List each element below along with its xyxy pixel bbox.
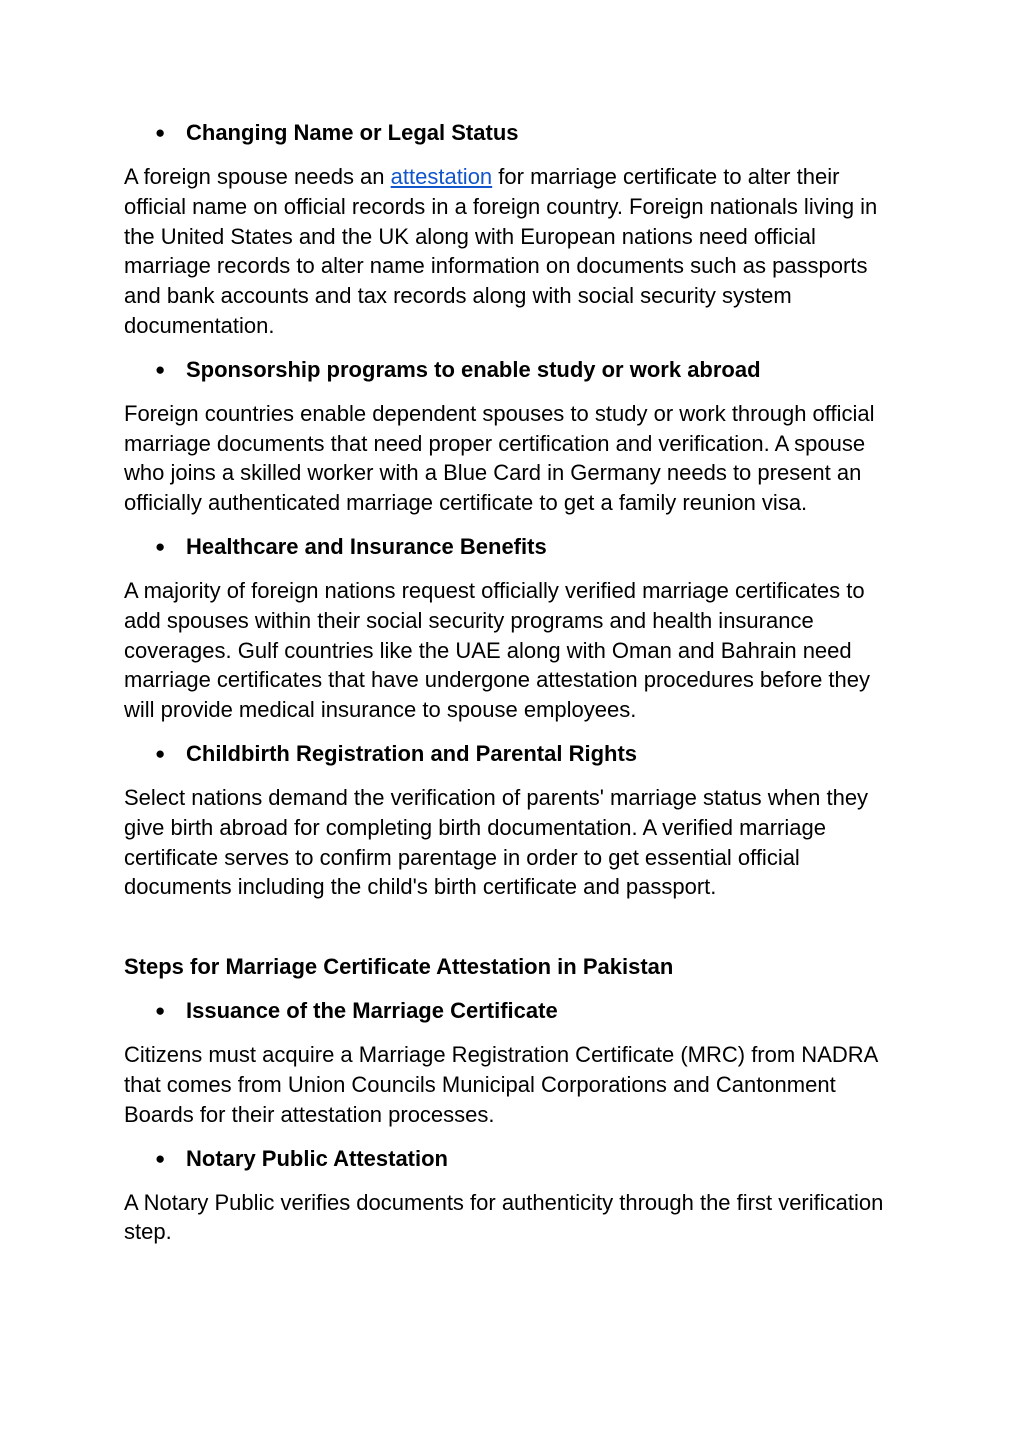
paragraph [124,162,904,341]
bullet-heading [124,355,904,385]
bullet-heading [124,532,904,562]
paragraph: A majority of foreign nations request officially verified marriage certificates to add spouses within their social security programs and health insurance coverages. Gulf countries like the UAE along with Oman and Bahrain need marriage certificates that have undergone attestation procedures before they will provide medical insurance to spouse employees. [124,577,871,723]
paragraph: Foreign countries enable dependent spouses to study or work through official marriage documents that need proper certification and verification. A spouse who joins a skilled worker with a Blue Card in Germany needs to present an officially authenticated marriage certificate to get a family reunion visa. [124,400,875,516]
section-title: Steps for Marriage Certificate Attestation in Pakistan [124,954,674,980]
bullet-icon: ● [155,1148,166,1168]
bullet-icon: ● [155,359,166,379]
heading-text: Notary Public Attestation [186,1145,448,1171]
paragraph-text: A foreign spouse needs an [124,164,391,189]
paragraph: A Notary Public verifies documents for authenticity through the first verification step. [124,1189,884,1245]
bullet-heading [124,739,904,769]
bullet-icon: ● [155,743,166,763]
bullet-icon: ● [155,1001,166,1021]
bullet-heading [124,1144,904,1174]
paragraph: Citizens must acquire a Marriage Registration Certificate (MRC) from NADRA that comes from Union Councils Municipal Corporations and Cantonment Boards for their attestation processes. [124,1042,878,1127]
heading-text: Changing Name or Legal Status [186,120,519,145]
document-page [124,118,904,1261]
heading-text: Issuance of the Marriage Certificate [186,998,558,1024]
heading-text: Healthcare and Insurance Benefits [186,533,547,559]
heading-text: Childbirth Registration and Parental Rights [186,740,638,766]
bullet-heading [124,118,904,148]
bullet-heading [124,996,904,1026]
bullet-icon: ● [155,536,166,556]
heading-text: Sponsorship programs to enable study or work abroad [186,356,761,382]
attestation-link[interactable]: attestation [390,164,493,189]
bullet-icon: ● [155,123,166,142]
paragraph: Select nations demand the verification of parents' marriage status when they give birth abroad for completing birth documentation. A verified marriage certificate serves to confirm parentage in order to get essential official documents including the child's birth certificate and passport. [124,784,869,900]
paragraph-text: for marriage certificate to alter their official name on official records in a foreign country. Foreign nationals living in the United States and the UK along with European nations need official marriage records to alter name information on documents such as passports and bank accounts and tax records along with social security system documentation. [124,164,878,338]
